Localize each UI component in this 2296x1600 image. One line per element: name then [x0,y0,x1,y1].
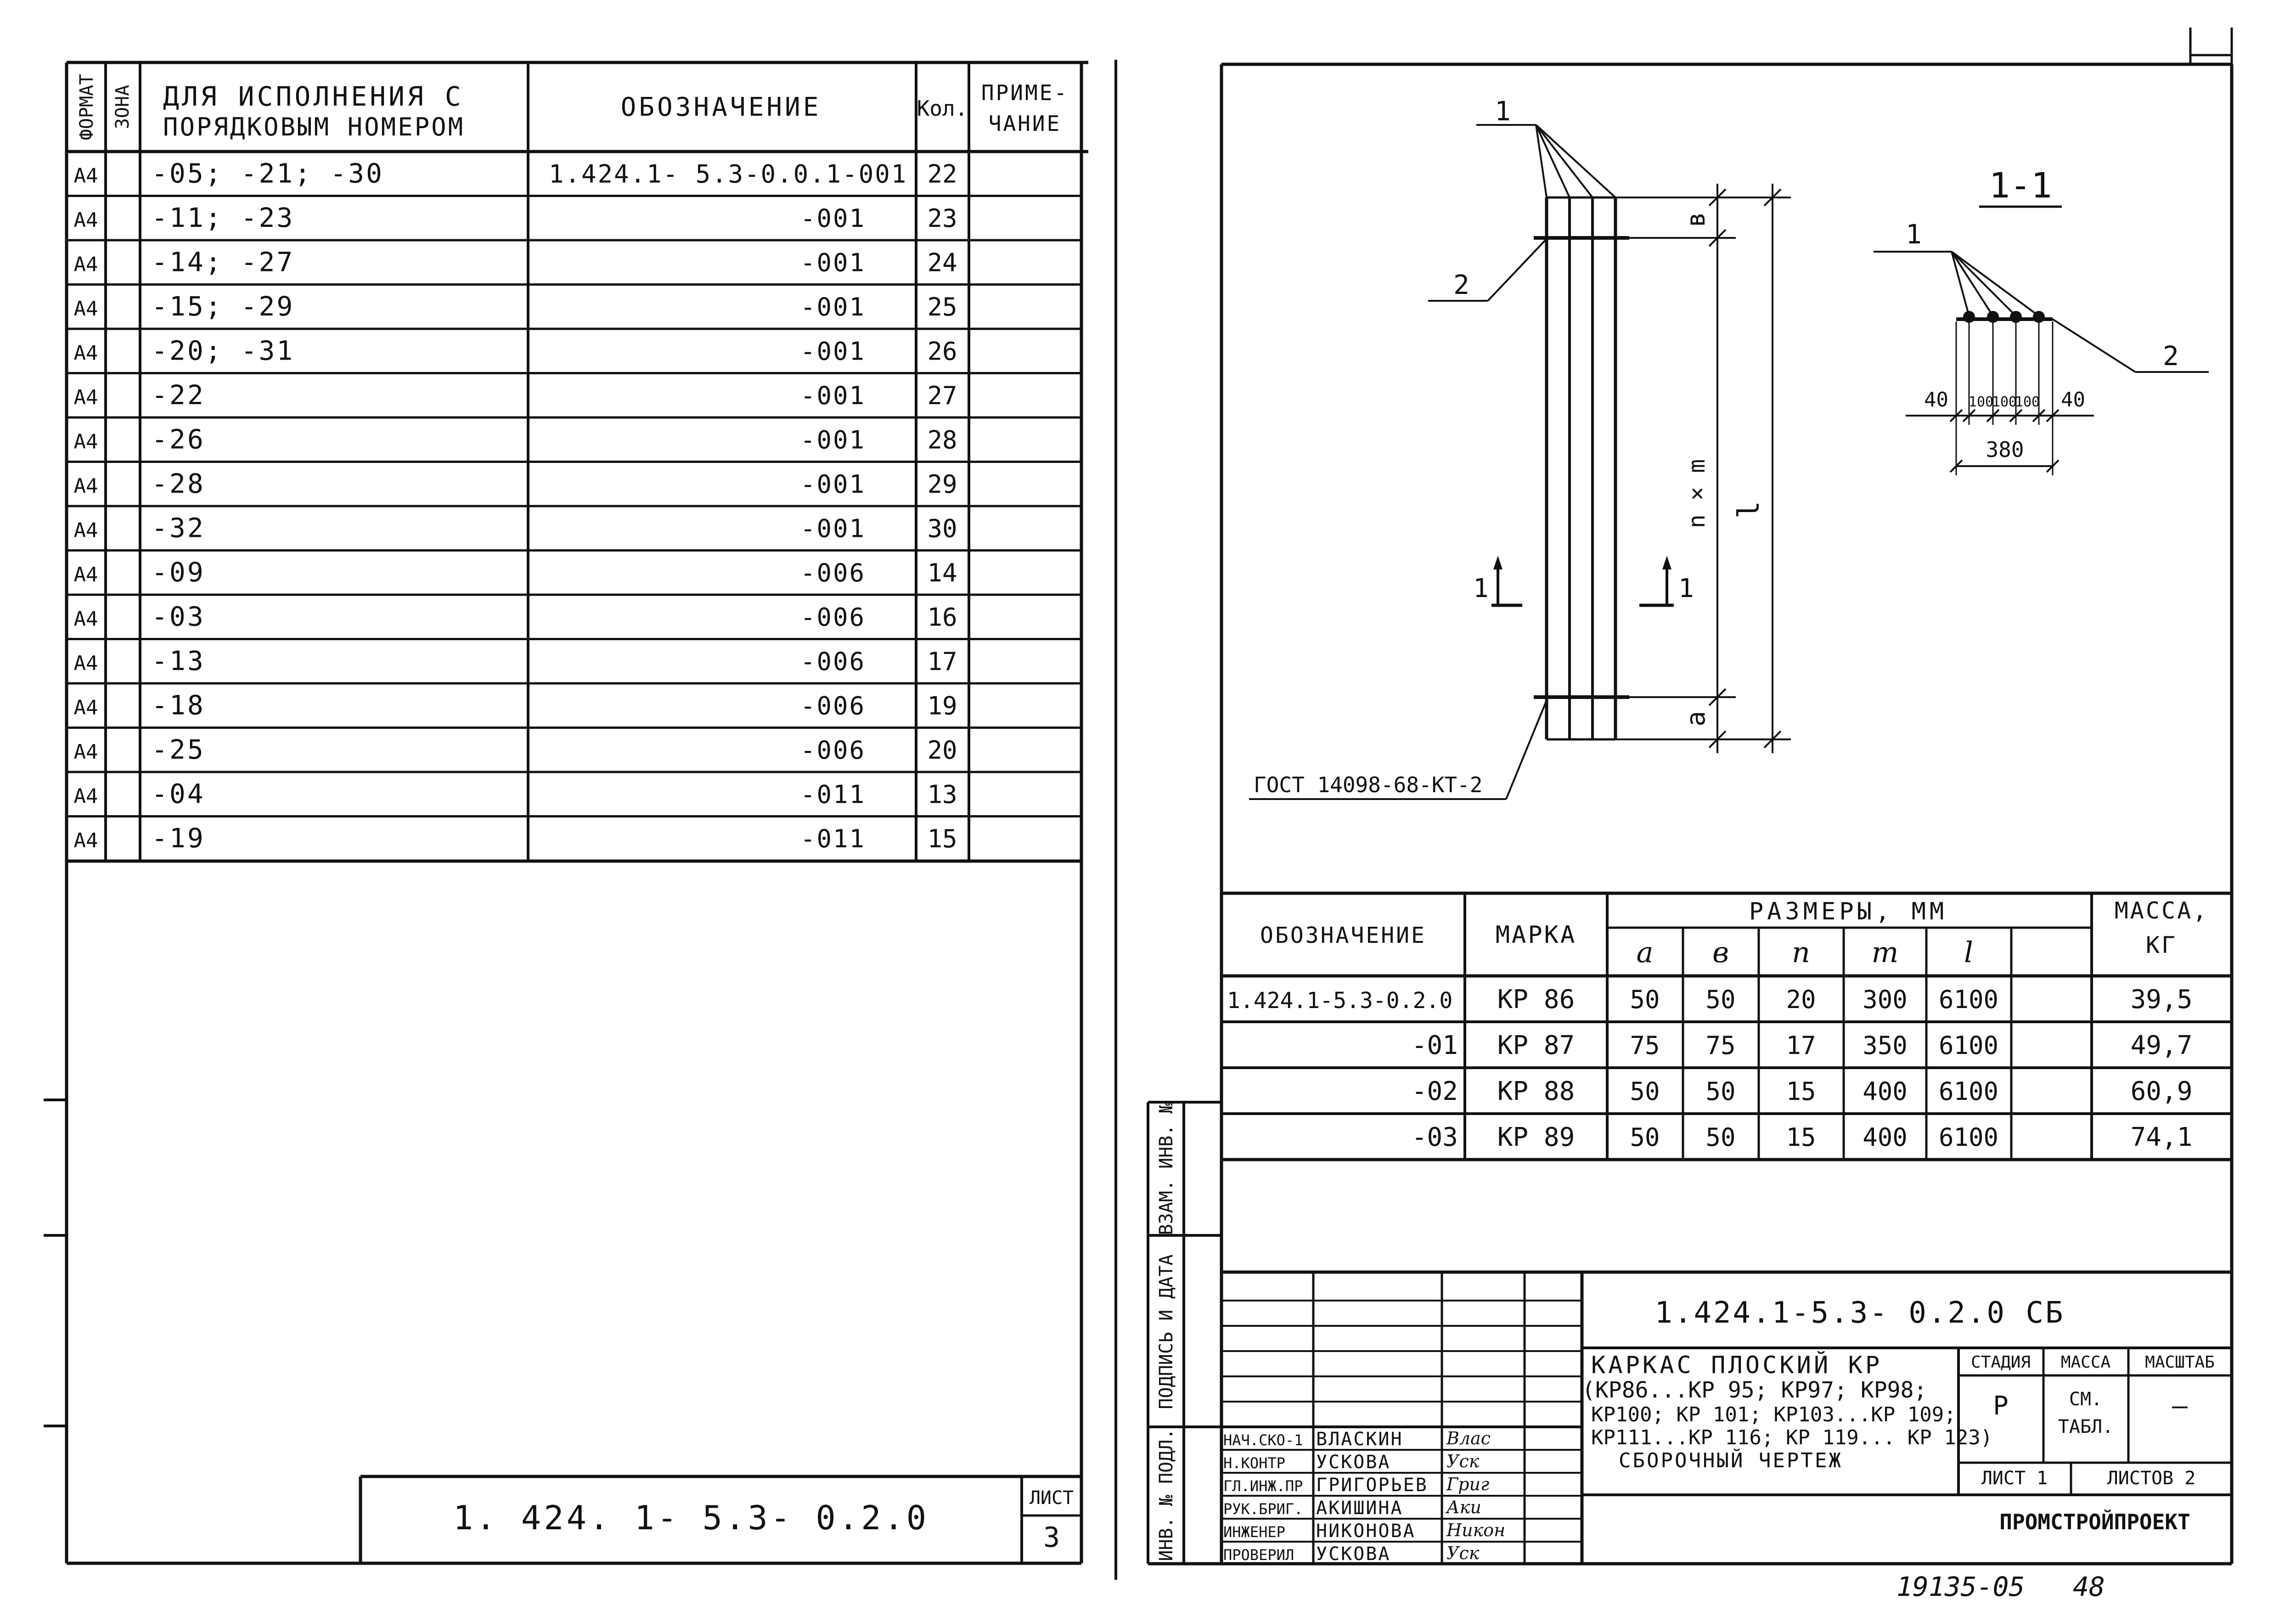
scale-value: — [2172,1391,2188,1421]
spec-table-row [74,424,957,455]
spec-row-format: А4 [73,607,98,631]
spec-row-designation: -001 [800,470,866,499]
size-row-a: 75 [1630,1031,1660,1060]
spec-row-designation: -001 [800,514,866,543]
spec-row-variants: -11; -23 [152,202,295,234]
title-block [1221,1272,2232,1565]
spec-row-variants: -14; -27 [152,246,295,278]
spec-table-row [74,778,957,810]
note-header-line2: ЧАНИЕ [988,111,1062,136]
size-row-b: 75 [1705,1031,1736,1060]
size-table-row [1412,1031,2193,1060]
sheets-label: ЛИСТОВ 2 [2107,1468,2196,1489]
spec-row-variants: -22 [152,379,205,411]
size-row-mark: КР 89 [1497,1122,1575,1152]
spec-table-row [74,247,957,278]
section-1-1 [1874,165,2209,475]
handwritten-signature: Аки [1446,1497,1481,1517]
title-line-5: СБОРОЧНЫЙ ЧЕРТЕЖ [1619,1449,1843,1472]
signature-role: РУК.БРИГ. [1223,1500,1303,1518]
spec-row-format: А4 [73,784,98,808]
spec-row-format: А4 [73,740,98,764]
format-header: ФОРМАТ [76,73,97,141]
title-line-2: (КР86...КР 95; КР97; КР98; [1582,1377,1927,1403]
side-label-podpis-data: ПОДПИСЬ И ДАТА [1156,1254,1177,1409]
zone-header: ЗОНА [112,85,133,130]
spec-row-designation: -006 [800,647,866,676]
handwritten-signature: Влас [1446,1428,1491,1448]
title-line-1: КАРКАС ПЛОСКИЙ КР [1591,1352,1883,1379]
section-title: 1-1 [1989,165,2052,206]
size-row-a: 50 [1630,985,1660,1014]
size-table-row [1227,985,2192,1014]
spec-row-format: А4 [73,652,98,676]
size-row-a: 50 [1630,1123,1660,1152]
spec-table-row [74,645,957,676]
spec-row-qty: 14 [927,558,957,588]
mass-label: МАССА [2060,1353,2111,1372]
section-callout-1: 1 [1906,219,1922,250]
section-dim-40-left: 40 [1924,388,1948,411]
signature-name: ВЛАСКИН [1316,1429,1403,1450]
size-row-n: 17 [1786,1031,1816,1060]
spec-row-variants: -15; -29 [152,291,295,322]
variant-header-line2: ПОРЯДКОВЫМ НОМЕРОМ [163,113,465,141]
spec-row-variants: -32 [152,512,205,544]
section-dim-100-3: 100 [2015,394,2040,410]
spec-row-variants: -04 [152,778,205,810]
spec-row-designation: -006 [800,558,866,588]
spec-row-format: А4 [73,563,98,587]
size-header-sizes: РАЗМЕРЫ, ММ [1749,898,1948,925]
assembly-drawing [1249,96,1791,799]
spec-table-row [74,513,957,544]
size-row-a: 50 [1630,1077,1660,1106]
spec-row-qty: 24 [927,248,957,277]
handwritten-signature: Григ [1446,1474,1490,1494]
spec-row-designation: -001 [800,337,866,366]
signature-role: НАЧ.СКО-1 [1223,1431,1303,1449]
variant-header-line1: ДЛЯ ИСПОЛНЕНИЯ С [163,81,464,112]
size-table-row [1412,1122,2193,1152]
spec-row-designation: -001 [800,248,866,277]
mass-value-line2: ТАБЛ. [2058,1416,2114,1437]
size-header-designation: ОБОЗНАЧЕНИЕ [1260,923,1426,948]
size-row-n: 15 [1786,1123,1816,1152]
section-dim-100-2: 100 [1992,394,2017,410]
stage-value: Р [1993,1391,2009,1421]
spec-row-variants: -09 [152,557,205,588]
signature-row [1223,1428,1491,1450]
callout-1: 1 [1495,96,1511,127]
callout-2: 2 [1453,269,1469,300]
size-header-n: n [1792,935,1810,969]
size-row-l: 6100 [1938,1031,1999,1060]
size-row-l: 6100 [1938,985,1999,1014]
spec-table-row [74,158,957,189]
spec-row-designation: 1.424.1- 5.3-0.0.1-001 [549,159,908,189]
spec-row-qty: 26 [927,337,957,366]
signature-name: УСКОВА [1316,1544,1391,1565]
cut-mark-right: 1 [1678,574,1694,603]
spec-row-qty: 20 [927,736,957,765]
spec-row-format: А4 [73,386,98,410]
designation-header: ОБОЗНАЧЕНИЕ [620,92,822,122]
spec-row-qty: 27 [927,381,957,411]
scale-label: МАСШТАБ [2145,1353,2215,1372]
size-row-b: 50 [1705,1123,1736,1152]
size-row-m: 400 [1863,1077,1908,1106]
spec-row-designation: -001 [800,381,866,411]
spec-row-qty: 17 [927,647,957,676]
size-row-m: 350 [1863,1031,1908,1060]
spec-row-qty: 23 [927,204,957,233]
title-line-4: КР111...КР 116; КР 119... КР 123) [1591,1426,1993,1449]
signature-role: ПРОВЕРИЛ [1223,1546,1294,1564]
signature-row [1223,1474,1489,1496]
mass-value-line1: СМ. [2069,1389,2103,1410]
side-strip [1148,1102,1221,1564]
sheet-label: ЛИСТ 1 [1981,1468,2048,1489]
spec-row-variants: -03 [152,601,205,632]
signature-row [1223,1520,1505,1542]
spec-row-designation: -001 [800,293,866,322]
spec-row-variants: -26 [152,423,205,455]
size-row-designation: -03 [1411,1122,1458,1152]
spec-row-format: А4 [73,696,98,720]
spec-row-qty: 19 [927,691,957,721]
spec-table-row [74,379,957,411]
size-row-mass: 39,5 [2130,985,2193,1014]
dim-n-x-m: n × m [1683,459,1710,529]
size-row-l: 6100 [1938,1077,1999,1106]
signature-role: ГЛ.ИНЖ.ПР [1223,1477,1303,1495]
spec-row-qty: 29 [927,470,957,499]
spec-table-row [74,557,957,588]
spec-row-format: А4 [73,341,98,365]
size-row-mark: КР 86 [1497,985,1575,1014]
spec-row-variants: -25 [152,734,205,766]
side-label-vzam-inv: ВЗАМ. ИНВ. № [1156,1102,1177,1235]
spec-row-designation: -006 [800,736,866,765]
size-header-l: l [1964,935,1973,969]
spec-table-row [74,823,957,854]
size-header-mass-line2: КГ [2145,932,2178,958]
spec-row-variants: -20; -31 [152,335,295,366]
size-row-mark: КР 88 [1497,1076,1575,1106]
spec-row-qty: 22 [927,159,957,189]
handwritten-signature: Уск [1446,1543,1480,1563]
size-header-m: m [1871,935,1899,969]
note-header-line1: ПРИМЕ- [981,80,1069,105]
dim-b: в [1681,212,1711,227]
size-row-b: 50 [1705,1077,1736,1106]
gost-label: ГОСТ 14098-68-КТ-2 [1254,772,1483,797]
size-row-designation: -02 [1411,1076,1458,1106]
size-table-row [1412,1076,2193,1106]
section-dim-40-right: 40 [2061,388,2085,411]
size-row-mark: КР 87 [1497,1031,1575,1060]
size-header-b: в [1712,935,1729,969]
size-row-mass: 60,9 [2130,1076,2193,1106]
spec-row-variants: -18 [152,689,205,721]
size-table [1221,893,2232,1160]
spec-row-designation: -001 [800,425,866,455]
spec-row-format: А4 [73,164,98,188]
cut-mark-left: 1 [1473,574,1489,603]
spec-row-qty: 13 [927,780,957,809]
signature-name: УСКОВА [1316,1452,1391,1473]
signature-role: Н.КОНТР [1223,1454,1285,1472]
spec-row-variants: -19 [152,823,205,854]
spec-row-variants: -05; -21; -30 [152,158,384,189]
left-stamp [360,1476,1081,1563]
spec-row-qty: 16 [927,603,957,632]
spec-row-designation: -006 [800,691,866,721]
stage-label: СТАДИЯ [1970,1353,2031,1372]
spec-row-format: А4 [73,253,98,276]
handwritten-signature: Уск [1446,1451,1480,1471]
size-header-a: a [1636,935,1654,969]
side-label-inv-podl: ИНВ. № ПОДЛ. [1156,1428,1177,1561]
spec-row-designation: -001 [800,204,866,233]
spec-row-variants: -28 [152,468,205,500]
spec-row-format: А4 [73,518,98,542]
spec-table-row [74,202,957,233]
signature-name: АКИШИНА [1316,1498,1403,1519]
size-row-mass: 74,1 [2130,1122,2193,1152]
spec-row-format: А4 [73,297,98,321]
left-stamp-code: 1. 424. 1- 5.3- 0.2.0 [453,1499,929,1537]
left-stamp-sheet-label: ЛИСТ [1029,1487,1074,1509]
spec-table-row [74,690,957,721]
spec-table-row [74,734,957,765]
dim-a: a [1681,711,1711,727]
spec-table-row [74,291,957,322]
section-dim-100-1: 100 [1968,394,1994,410]
size-row-mass: 49,7 [2130,1031,2193,1060]
right-sheet [1148,28,2232,1600]
size-row-designation: -01 [1411,1031,1458,1060]
size-row-m: 300 [1863,985,1908,1014]
spec-row-format: А4 [73,474,98,498]
left-stamp-sheet-number: 3 [1043,1521,1060,1554]
signature-role: ИНЖЕНЕР [1223,1523,1285,1541]
dim-l: l [1732,501,1766,519]
title-line-3: КР100; КР 101; КР103...КР 109; [1591,1403,1956,1426]
spec-row-qty: 15 [927,824,957,854]
spec-row-designation: -006 [800,603,866,632]
spec-row-format: А4 [73,430,98,454]
organization-name: ПРОМСТРОЙПРОЕКТ [1999,1510,2190,1534]
size-header-mark: МАРКА [1495,921,1577,949]
spec-row-qty: 28 [927,425,957,455]
qty-header: Кол. [917,96,968,121]
size-row-l: 6100 [1938,1123,1999,1152]
size-row-b: 50 [1705,985,1736,1014]
spec-row-variants: -13 [152,645,205,677]
section-callout-2: 2 [2163,340,2179,372]
spec-row-qty: 30 [927,514,957,543]
spec-table-row [74,335,957,366]
spec-table-row [74,468,957,499]
spec-row-format: А4 [73,829,98,853]
size-row-n: 15 [1786,1077,1816,1106]
footer-number: 19135-05 48 [1896,1571,2105,1600]
section-dim-total: 380 [1986,437,2024,462]
size-row-m: 400 [1863,1123,1908,1152]
size-header-mass-line1: МАССА, [2114,897,2209,924]
size-row-n: 20 [1786,985,1816,1014]
spec-row-designation: -011 [800,824,866,854]
signature-name: НИКОНОВА [1316,1521,1416,1542]
spec-table-row [74,601,957,632]
spec-row-qty: 25 [927,293,957,322]
size-row-designation: 1.424.1-5.3-0.2.0 [1227,988,1453,1014]
spec-row-designation: -011 [800,780,866,809]
left-sheet [44,60,1116,1580]
signature-name: ГРИГОРЬЕВ [1316,1475,1428,1496]
handwritten-signature: Никон [1446,1520,1506,1540]
title-block-code: 1.424.1-5.3- 0.2.0 СБ [1654,1296,2065,1330]
spec-row-format: А4 [73,208,98,232]
